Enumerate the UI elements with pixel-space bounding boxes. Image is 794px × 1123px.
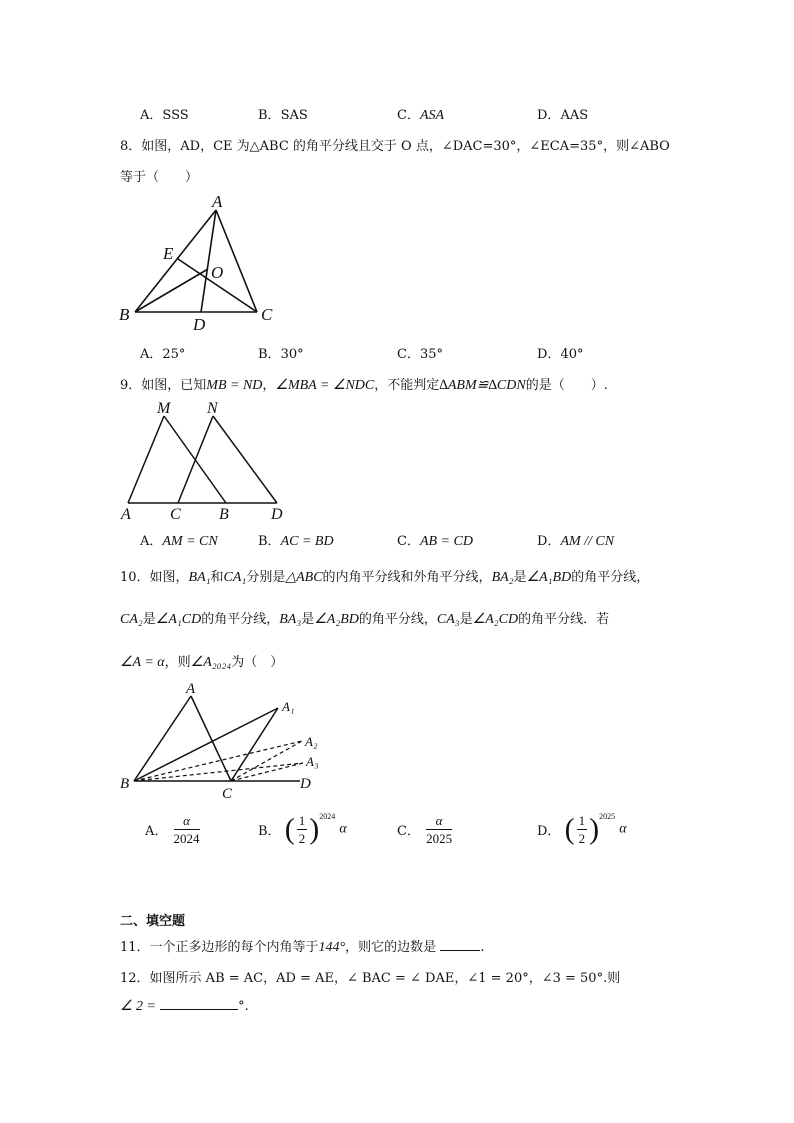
q10-option-d: D． ( $\frac{1}{2}$ )$^{2025}$ α [537, 812, 627, 846]
q8-option-a: A．25° [140, 347, 186, 362]
q8-label-o: O [211, 263, 224, 282]
q11-stem: 11．一个正多边形的每个内角等于144°，则它的边数是 . [120, 940, 485, 955]
q8-side-ac [216, 210, 257, 312]
q8-triangle-figure [112, 192, 287, 335]
q10-label-a: A [186, 681, 196, 697]
q10-option-c: C． $\frac{\alpha}{2025}$ [397, 813, 453, 846]
q12-answer-blank[interactable] [160, 1009, 238, 1010]
q7-option-b: B．SAS [258, 108, 308, 123]
q10-label-d: D [300, 776, 311, 792]
q10-side-ab [134, 696, 191, 781]
q10-option-b: B． ( $\frac{1}{2}$ )$^{2024}$ α [258, 812, 347, 846]
q7-option-d: D．AAS [537, 108, 589, 123]
q9-stem: 9．如图，已知MB = ND，∠MBA = ∠NDC，不能判定∆ABM≌∆CDN的是（ ）. [120, 378, 608, 393]
q9-label-n: N [207, 400, 218, 417]
q8-segment-bo [135, 269, 208, 312]
q10-segment-ca1 [231, 708, 278, 781]
q10-segment-ba2 [134, 741, 302, 781]
q8-label-c: C [261, 305, 273, 324]
section-title: 二、填空题 [120, 914, 186, 929]
q10-label-a3: A₃ [306, 754, 319, 769]
q9-option-c: C．AB = CD [397, 534, 473, 549]
q10-label-b: B [120, 776, 130, 792]
q8-label-d: D [193, 315, 206, 334]
q10-stem-line2: CA₂是∠A₁CD的角平分线，BA₃是∠A₂BD的角平分线，CA₃是∠A₂CD的角平分线．若 [120, 612, 610, 627]
q9-segment-am [128, 416, 164, 503]
q10-side-ac [191, 696, 231, 781]
q9-label-c: C [170, 506, 181, 523]
q10-stem-line1: 10．如图，BA₁和CA₁分别是△ABC的内角平分线和外角平分线，BA₂是∠A₁BD的角平分线， [120, 570, 650, 585]
q10-stem-line3: ∠A = α，则∠A₂₀₂₄为（ ） [120, 655, 284, 670]
q8-option-d: D．40° [537, 347, 584, 362]
q9-option-a: A．AM = CN [140, 534, 218, 549]
q9-label-a: A [121, 506, 131, 523]
q10-label-a1: A₁ [282, 699, 295, 714]
q8-option-c: C．35° [397, 347, 443, 362]
q9-segment-nd [213, 416, 277, 503]
q10-option-a: A． $\frac{\alpha}{2024}$ [145, 813, 200, 846]
q10-segment-ca3 [231, 763, 303, 781]
q9-label-b: B [219, 506, 229, 523]
q10-label-a2: A₂ [305, 734, 318, 749]
q11-answer-blank[interactable] [440, 950, 480, 951]
q9-label-m: M [157, 400, 171, 417]
q9-label-d: D [271, 506, 283, 523]
q10-figure [112, 678, 342, 806]
q12-stem-line2: ∠ 2 = °. [120, 999, 249, 1014]
q9-segment-cn [178, 416, 213, 503]
q10-segment-ba1 [134, 708, 278, 781]
q8-stem-line1: 8．如图，AD，CE 为△ABC 的角平分线且交于 O 点，∠DAC=30°，∠ECA=35°，则∠ABO [120, 139, 670, 154]
q10-label-c: C [222, 786, 233, 802]
q8-label-b: B [119, 305, 130, 324]
q7-option-c: C．ASA [397, 108, 445, 123]
q7-option-a: A．SSS [140, 108, 189, 123]
q9-option-d: D．AM // CN [537, 534, 615, 549]
q10-segment-ca2 [231, 741, 302, 781]
q8-option-b: B．30° [258, 347, 304, 362]
q8-label-e: E [163, 244, 174, 263]
q10-segment-ba3 [134, 763, 303, 781]
q8-label-a: A [212, 192, 223, 211]
q8-stem-line2: 等于（ ） [120, 170, 199, 185]
q12-stem-line1: 12．如图所示 AB = AC，AD = AE，∠ BAC = ∠ DAE，∠1 = 20°，∠3 = 50°.则 [120, 971, 621, 986]
q9-figure [112, 396, 297, 524]
q9-option-b: B．AC = BD [258, 534, 334, 549]
